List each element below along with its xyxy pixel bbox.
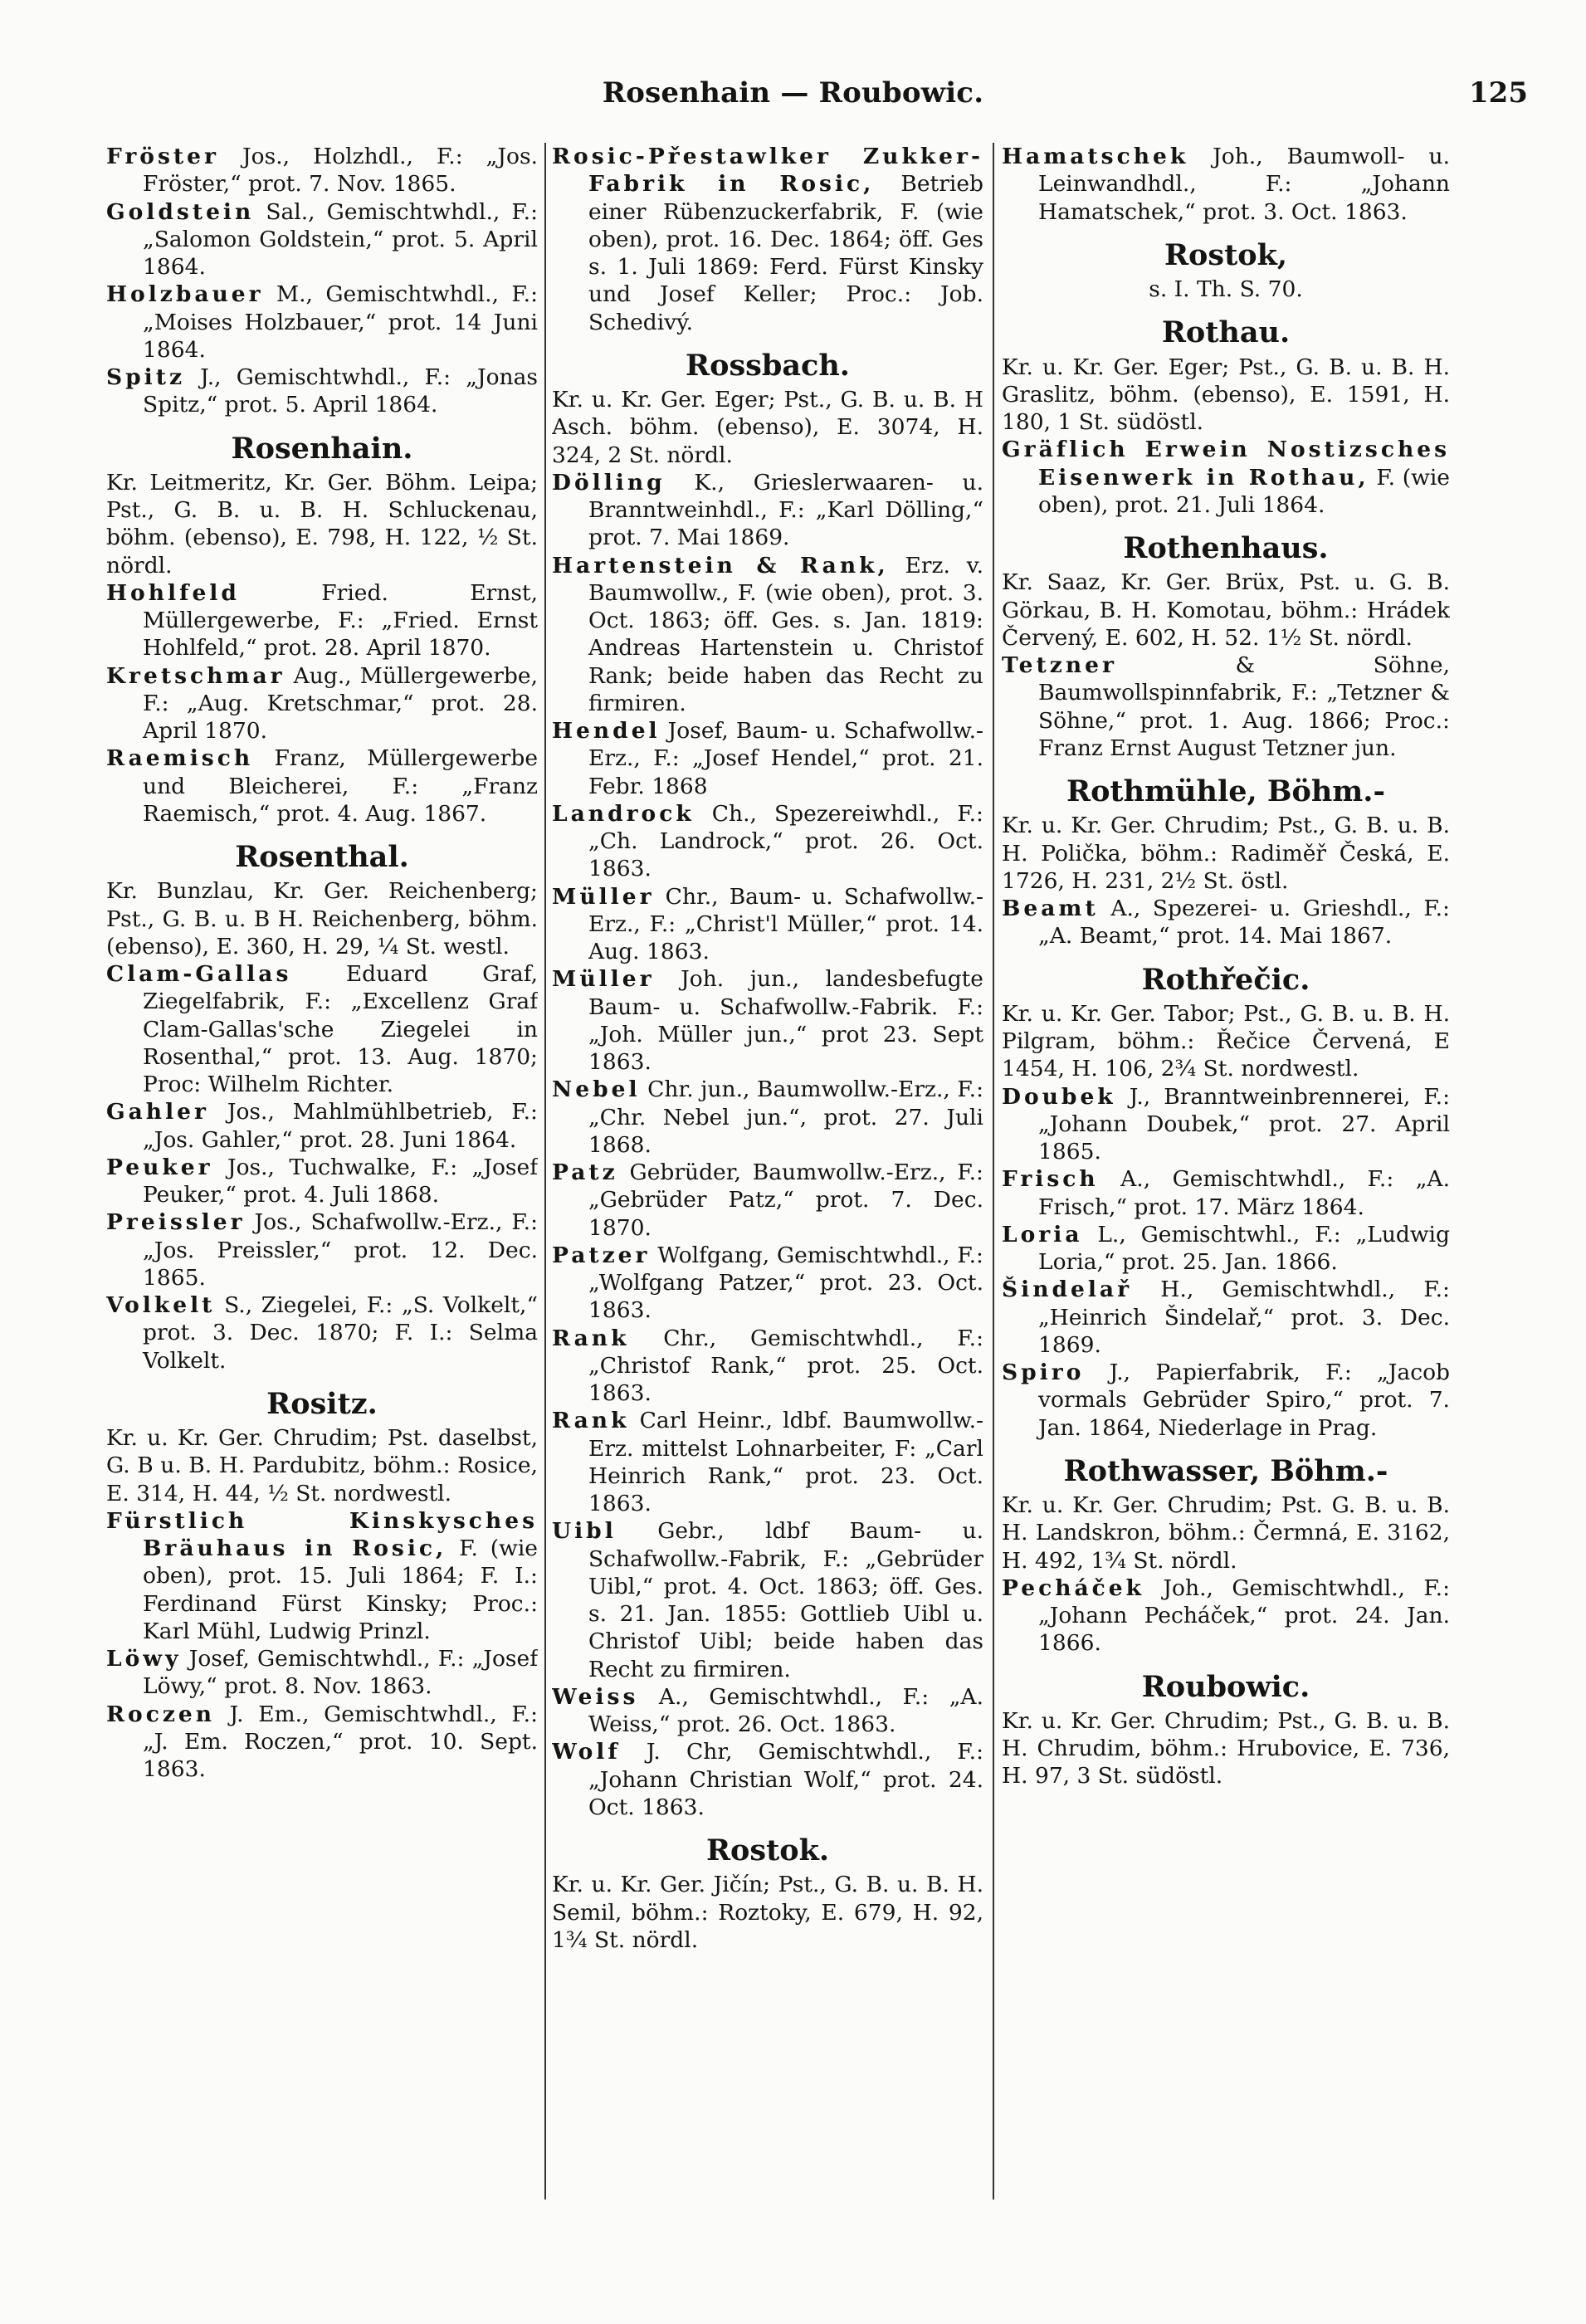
- firm-entry: [106, 198, 538, 281]
- firm-details: Carl Heinr., ldbf. Baumwollw.-Erz. mittelst Lohnarbeiter, F: „Carl Heinrich Rank,“ prot. 23. Oct. 1863.: [588, 1408, 983, 1516]
- firm-details: Joh., Gemischtwhdl., F.: „Johann Pecháček,“ prot. 24. Jan. 1866.: [1038, 1575, 1450, 1657]
- firm-entry: [106, 1291, 538, 1374]
- firm-name: Clam-Gallas: [106, 961, 292, 987]
- firm-entry: [1002, 1276, 1450, 1359]
- firm-entry: [552, 800, 983, 883]
- firm-details: & Söhne, Baumwollspinnfabrik, F.: „Tetzner & Söhne,“ prot. 1. Aug. 1866; Proc.: Franz Ernst August Tetzner jun.: [1038, 652, 1450, 761]
- place-description: Kr. Leitmeritz, Kr. Ger. Böhm. Leipa; Pst., G. B. u. B. H. Schluckenau, böhm. (ebenso), E. 798, H. 122, ½ St. nördl.: [106, 469, 538, 579]
- firm-name: Hartenstein & Rank,: [552, 552, 889, 579]
- firm-name: Fürstlich Kinskysches Bräuhaus in Rosic,: [106, 1507, 538, 1561]
- place-heading: Rothenhaus.: [1123, 531, 1329, 565]
- firm-entry: [106, 1208, 538, 1291]
- firm-name: Nebel: [552, 1077, 641, 1103]
- firm-entry: [552, 143, 983, 336]
- firm-details: Jos., Tuchwalke, F.: „Josef Peuker,“ prot. 4. Juli 1868.: [143, 1154, 538, 1208]
- firm-details: J. Em., Gemischtwhdl., F.: „J. Em. Roczen,“ prot. 10. Sept. 1863.: [143, 1701, 538, 1782]
- firm-name: Frisch: [1002, 1166, 1099, 1193]
- column-rule: [544, 143, 546, 2200]
- place-heading: Rostok.: [705, 1833, 830, 1868]
- firm-name: Hohlfeld: [106, 579, 240, 606]
- firm-name: Löwy: [106, 1646, 182, 1672]
- firm-entry: [552, 1159, 983, 1242]
- firm-details: F. (wie oben), prot. 15. Juli 1864; F. I.: Ferdinand Fürst Kinsky; Proc.: Karl Mühl, Ludwig Prinzl.: [143, 1536, 538, 1644]
- firm-entry: [106, 1701, 538, 1784]
- column-rule: [993, 143, 994, 2200]
- firm-name: Loria: [1002, 1221, 1083, 1247]
- firm-details: L., Gemischtwhl., F.: „Ludwig Loria,“ prot. 25. Jan. 1866.: [1038, 1221, 1450, 1275]
- place-heading: Rothmühle, Böhm.-: [1066, 774, 1386, 808]
- firm-details: Gebr., ldbf Baum- u. Schafwollw.-Fabrik, F.: „Gebrüder Uibl,“ prot. 4. Oct. 1863; öff. Ges. s. 21. Jan. 1855: Gottlieb Uibl u. Christof Uibl; beide haben das Recht zu firmiren.: [588, 1518, 983, 1682]
- place-description: s. I. Th. S. 70.: [1149, 276, 1303, 302]
- firm-details: Erz. v. Baumwollw., F. (wie oben), prot. 3. Oct. 1863; öff. Ges. s. Jan. 1819: Andreas Hartenstein u. Christof Rank; beide haben das Recht zu firmiren.: [588, 552, 983, 716]
- firm-entry: [106, 143, 538, 198]
- firm-entry: [106, 745, 538, 828]
- place-description: Kr. u. Kr. Ger. Chrudim; Pst. daselbst, G. B u. B. H. Pardubitz, böhm.: Rosice, E. 314, H. 44, ½ St. nordwestl.: [106, 1425, 538, 1506]
- place-heading: Rothau.: [1161, 315, 1291, 350]
- firm-details: Chr. jun., Baumwollw.-Erz., F.: „Chr. Nebel jun.“, prot. 27. Juli 1868.: [588, 1077, 983, 1158]
- firm-details: J., Papierfabrik, F.: „Jacob vormals Gebrüder Spiro,“ prot. 7. Jan. 1864, Niederlage in Prag.: [1038, 1360, 1450, 1441]
- firm-name: Pecháček: [1002, 1575, 1145, 1601]
- firm-entry: [552, 469, 983, 552]
- firm-name: Doubek: [1002, 1083, 1116, 1110]
- place-description: Kr. Bunzlau, Kr. Ger. Reichenberg; Pst., G. B. u. B H. Reichenberg, böhm. (ebenso), E. 360, H. 29, ¼ St. westl.: [106, 878, 538, 959]
- firm-entry: [1002, 436, 1450, 519]
- column-1: [106, 143, 538, 2200]
- column-3: [1002, 143, 1450, 2200]
- firm-name: Wolf: [552, 1739, 621, 1765]
- firm-entry: [552, 883, 983, 966]
- firm-details: S., Ziegelei, F.: „S. Volkelt,“ prot. 3. Dec. 1870; F. I.: Selma Volkelt.: [143, 1292, 538, 1374]
- firm-details: Gebrüder, Baumwollw.-Erz., F.: „Gebrüder Patz,“ prot. 7. Dec. 1870.: [588, 1160, 983, 1241]
- firm-entry: [106, 662, 538, 745]
- place-description: Kr. u. Kr. Ger. Chrudim; Pst., G. B. u. B. H. Polička, böhm.: Radiměř Česká, E. 1726, H. 231, 2½ St. östl.: [1002, 813, 1450, 894]
- place-heading: Rothwasser, Böhm.-: [1063, 1453, 1388, 1488]
- firm-name: Fröster: [106, 144, 219, 169]
- firm-name: Patz: [552, 1160, 618, 1185]
- firm-name: Uibl: [552, 1518, 617, 1545]
- firm-name: Rank: [552, 1325, 630, 1351]
- firm-details: Wolfgang, Gemischtwhdl., F.: „Wolfgang Patzer,“ prot. 23. Oct. 1863.: [588, 1242, 983, 1324]
- place-heading: Rossbach.: [686, 348, 850, 383]
- firm-name: Müller: [552, 883, 655, 910]
- firm-entry: [1002, 1221, 1450, 1277]
- firm-details: A., Spezerei- u. Grieshdl., F.: „A. Beamt,“ prot. 14. Mai 1867.: [1038, 896, 1450, 950]
- firm-details: Aug., Müllergewerbe, F.: „Aug. Kretschmar,“ prot. 28. April 1870.: [143, 662, 538, 744]
- firm-entry: [106, 1645, 538, 1701]
- place-heading: Rositz.: [266, 1386, 378, 1421]
- firm-name: Hamatschek: [1002, 144, 1189, 169]
- firm-name: Rank: [552, 1408, 630, 1434]
- firm-name: Raemisch: [106, 745, 254, 772]
- firm-details: Chr., Baum- u. Schafwollw.-Erz., F.: „Christ'l Müller,“ prot. 14. Aug. 1863.: [588, 883, 983, 964]
- firm-entry: [552, 1517, 983, 1683]
- place-heading: Roubowic.: [1141, 1669, 1310, 1704]
- firm-entry: [106, 364, 538, 419]
- firm-entry: [552, 1242, 983, 1325]
- firm-entry: [1002, 1165, 1450, 1221]
- firm-name: Müller: [552, 966, 655, 993]
- firm-details: Franz, Müllergewerbe und Bleicherei, F.: „Franz Raemisch,“ prot. 4. Aug. 1867.: [143, 745, 538, 827]
- firm-name: Gräflich Erwein Nostizsches Eisenwerk in Rothau,: [1002, 437, 1450, 491]
- firm-details: A., Gemischtwhdl., F.: „A. Weiss,“ prot. 26. Oct. 1863.: [588, 1683, 983, 1737]
- firm-details: F. (wie oben), prot. 21. Juli 1864.: [1038, 464, 1450, 518]
- firm-entry: [1002, 895, 1450, 950]
- firm-name: Peuker: [106, 1154, 213, 1180]
- firm-entry: [1002, 143, 1450, 226]
- firm-details: J., Branntweinbrennerei, F.: „Johann Doubek,“ prot. 27. April 1865.: [1038, 1083, 1450, 1164]
- firm-entry: [106, 579, 538, 662]
- place-heading: Rostok,: [1164, 237, 1288, 272]
- firm-entry: [552, 1325, 983, 1408]
- place-description: Kr. u. Kr. Ger. Tabor; Pst., G. B. u. B. H. Pilgram, böhm.: Řečice Červená, E 1454, H. 106, 2¾ St. nordwestl.: [1002, 1000, 1450, 1082]
- firm-entry: [552, 965, 983, 1076]
- firm-name: Šindelař: [1002, 1277, 1133, 1303]
- firm-details: Sal., Gemischtwhdl., F.: „Salomon Goldstein,“ prot. 5. April 1864.: [143, 198, 538, 280]
- place-heading: Rosenthal.: [235, 840, 409, 874]
- place-description: Kr. u. Kr. Ger. Chrudim; Pst., G. B. u. B. H. Chrudim, böhm.: Hrubovice, E. 736, H. 97, 3 St. südöstl.: [1002, 1707, 1450, 1789]
- firm-details: Ch., Spezereiwhdl., F.: „Ch. Landrock,“ prot. 26. Oct. 1863.: [588, 800, 983, 882]
- place-description: Kr. u. Kr. Ger. Eger; Pst., G. B. u. B. H. Graslitz, böhm. (ebenso), E. 1591, H. 180, 1 St. südöstl.: [1002, 354, 1450, 435]
- firm-name: Weiss: [552, 1683, 639, 1710]
- firm-entry: [1002, 652, 1450, 762]
- firm-name: Dölling: [552, 469, 666, 496]
- firm-details: M., Gemischtwhdl., F.: „Moises Holzbauer,“ prot. 14 Juni 1864.: [143, 281, 538, 363]
- firm-name: Kretschmar: [106, 662, 285, 689]
- firm-name: Volkelt: [106, 1292, 216, 1318]
- firm-entry: [552, 717, 983, 800]
- firm-details: Chr., Gemischtwhdl., F.: „Christof Rank,“ prot. 25. Oct. 1863.: [588, 1325, 983, 1406]
- place-description: Kr. u. Kr. Ger. Eger; Pst., G. B. u. B. H Asch. böhm. (ebenso), E. 3074, H. 324, 2 St. nördl.: [552, 387, 983, 468]
- firm-name: Landrock: [552, 800, 695, 827]
- firm-entry: [552, 552, 983, 718]
- firm-details: A., Gemischtwhdl., F.: „A. Frisch,“ prot. 17. März 1864.: [1038, 1166, 1450, 1220]
- firm-name: Goldstein: [106, 198, 255, 225]
- firm-entry: [552, 1683, 983, 1739]
- running-title: Rosenhain — Roubowic.: [602, 76, 984, 110]
- firm-entry: [1002, 1359, 1450, 1442]
- firm-details: K., Grieslerwaaren- u. Branntweinhdl., F.: „Karl Dölling,“ prot. 7. Mai 1869.: [588, 469, 983, 551]
- firm-name: Preissler: [106, 1209, 246, 1236]
- firm-name: Holzbauer: [106, 281, 264, 308]
- firm-details: Eduard Graf, Ziegelfabrik, F.: „Excellenz Graf Clam-Gallas'sche Ziegelei in Rosenthal,“ prot. 13. Aug. 1870; Proc: Wilhelm Richter.: [143, 961, 538, 1097]
- column-2: [552, 143, 983, 2200]
- firm-details: Fried. Ernst, Müllergewerbe, F.: „Fried. Ernst Hohlfeld,“ prot. 28. April 1870.: [143, 579, 538, 662]
- firm-details: Jos., Mahlmühlbetrieb, F.: „Jos. Gahler,“ prot. 28. Juni 1864.: [143, 1099, 538, 1153]
- firm-details: Josef, Gemischtwhdl., F.: „Josef Löwy,“ prot. 8. Nov. 1863.: [143, 1646, 538, 1700]
- firm-name: Spiro: [1002, 1360, 1085, 1385]
- firm-details: Joh. jun., landesbefugte Baum- u. Schafwollw.-Fabrik. F.: „Joh. Müller jun.,“ prot 23. Sept 1863.: [588, 966, 983, 1075]
- firm-name: Hendel: [552, 718, 661, 744]
- firm-entry: [106, 281, 538, 364]
- firm-details: Betrieb einer Rübenzuckerfabrik, F. (wie oben), prot. 16. Dec. 1864; öff. Ges s. 1. Juli 1869: Ferd. Fürst Kinsky und Josef Keller; Proc.: Job. Schedivý.: [588, 171, 983, 335]
- firm-entry: [552, 1076, 983, 1159]
- firm-details: J., Gemischtwhdl., F.: „Jonas Spitz,“ prot. 5. April 1864.: [143, 364, 538, 418]
- page-header: [0, 76, 1586, 118]
- firm-name: Roczen: [106, 1701, 216, 1727]
- page-number: 125: [1469, 76, 1528, 110]
- firm-entry: [106, 1154, 538, 1209]
- place-description: Kr. u. Kr. Ger. Chrudim; Pst. G. B. u. B. H. Landskron, böhm.: Čermná, E. 3162, H. 492, 1¾ St. nördl.: [1002, 1492, 1450, 1574]
- firm-name: Gahler: [106, 1099, 209, 1125]
- place-description: Kr. Saaz, Kr. Ger. Brüx, Pst. u. G. B. Görkau, B. H. Komotau, böhm.: Hrádek Červený, E. 602, H. 52. 1½ St. nördl.: [1002, 569, 1450, 651]
- firm-name: Beamt: [1002, 896, 1099, 921]
- firm-name: Spitz: [106, 364, 186, 390]
- firm-entry: [106, 960, 538, 1098]
- place-description: Kr. u. Kr. Ger. Jičín; Pst., G. B. u. B. H. Semil, böhm.: Roztoky, E. 679, H. 92, 1¾ St. nördl.: [552, 1872, 983, 1953]
- firm-name: Tetzner: [1002, 652, 1117, 678]
- firm-entry: [1002, 1575, 1450, 1658]
- place-heading: Rothřečic.: [1141, 962, 1310, 997]
- firm-details: Jos., Holzhdl., F.: „Jos. Fröster,“ prot. 7. Nov. 1865.: [143, 144, 538, 198]
- firm-details: Jos., Schafwollw.-Erz., F.: „Jos. Preissler,“ prot. 12. Dec. 1865.: [143, 1209, 538, 1291]
- firm-entry: [106, 1507, 538, 1645]
- firm-details: Joh., Baumwoll- u. Leinwandhdl., F.: „Johann Hamatschek,“ prot. 3. Oct. 1863.: [1038, 144, 1450, 225]
- firm-details: Josef, Baum- u. Schafwollw.-Erz., F.: „Josef Hendel,“ prot. 21. Febr. 1868: [588, 718, 983, 799]
- firm-details: J. Chr, Gemischtwhdl., F.: „Johann Christian Wolf,“ prot. 24. Oct. 1863.: [588, 1739, 983, 1820]
- firm-details: H., Gemischtwhdl., F.: „Heinrich Šindelař,“ prot. 3. Dec. 1869.: [1038, 1277, 1450, 1358]
- place-heading: Rosenhain.: [231, 431, 413, 466]
- firm-name: Rosic-Přestawlker Zukker-Fabrik in Rosic,: [552, 144, 983, 198]
- firm-entry: [552, 1407, 983, 1517]
- firm-name: Patzer: [552, 1242, 651, 1268]
- firm-entry: [1002, 1083, 1450, 1166]
- firm-entry: [552, 1738, 983, 1821]
- firm-entry: [106, 1098, 538, 1154]
